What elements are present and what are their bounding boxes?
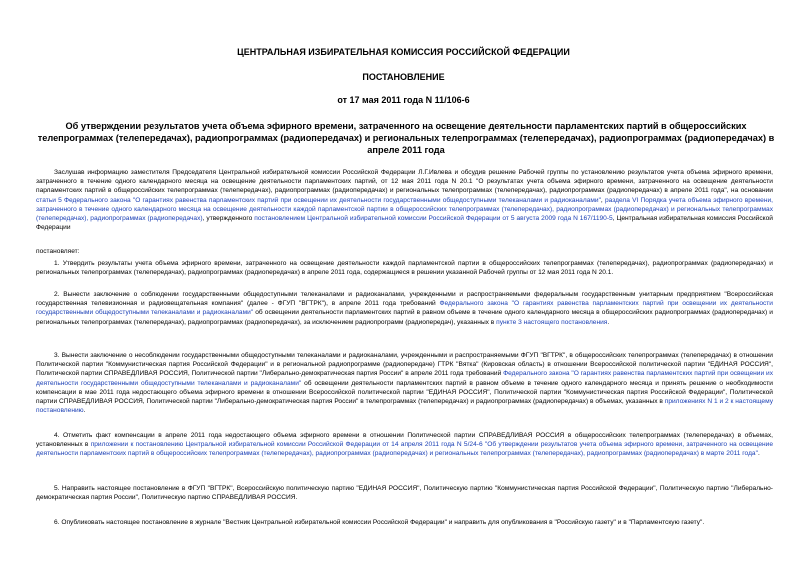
link-appendices[interactable]: приложениях N 1 и 2 к настоящему постановлению [36,398,773,415]
paragraph-2-text-1: 2. Вынести заключение о соблюдении государственными общедоступными телеканалами и радиоканалами, учрежденными и распространяемыми федеральным государственным унитарным предприятием "Всероссийская государственная телевизионная и радиовещательная компания" (далее - ФГУП "ВГТРК"), в апреле 2011 года требований [36,291,773,308]
document-date-number: от 17 мая 2011 года N 11/106-6 [337,95,470,105]
paragraph-4 [36,431,773,459]
paragraph-2-text-3: . [607,318,610,326]
preamble-text-4: , Центральная избирательная комиссия Российской Федерации [36,215,773,232]
paragraph-6: 6. Опубликовать настоящее постановление в журнале "Вестник Центральной избирательной комиссии Российской Федерации" и направить для опубликования в "Российскую газету" и в "Парламентскую газету". [54,519,705,526]
link-law-article-5[interactable]: статьи 5 Федерального закона "О гарантиях равенства парламентских партий при освещении их деятельности государственными общедоступными телеканалами и радиоканалами" [36,196,601,204]
paragraph-1: 1. Утвердить результаты учета объема эфирного времени, затраченного на освещение деятельности каждой парламентской партии в общероссийских телепрограммах (телепередачах), радиопрограммах (радиопередачах) и региональных телепрограммах (телепередачах), радиопрограммах (радиопередачах) в апреле 2011 года, содержащиеся в решении указанной Рабочей группы от 12 мая 2011 года N 20.1. [36,260,773,277]
preamble-text-1: Заслушав информацию заместителя Председателя Центральной избирательной комиссии Российской Федерации Л.Г.Ивлева и обсудив решение Рабочей группы по установлению результатов учета объема эфирного времени, затраченного в течение одного календарного месяца на освещение деятельности парламентских партий, от 12 мая 2011 года N 20.1 "О результатах учета объема эфирного времени, затраченного на освещение деятельности парламентских партий в общероссийских телепрограммах (телепередачах), радиопрограммах (радиопередачах) и региональных телепрограммах (телепередачах), радиопрограммах (радиопередачах) в апреле 2011 года", на основании [36,169,773,195]
paragraph-5: 5. Направить настоящее постановление в ФГУП "ВГТРК", Всероссийскую политическую партию "ЕДИНАЯ РОССИЯ", Политическую партию "Коммунистическая партия Российской Федерации", Политическую партию "Либерально-демократическая партия России", Политическую партию СПРАВЕДЛИВАЯ РОССИЯ. [36,485,773,502]
paragraph-3-text-3: . [83,407,86,415]
link-resolution-2009[interactable]: постановлением Центральной избирательной комиссии Российской Федерации от 5 августа 2009 года N 167/1190-5 [254,215,613,223]
paragraph-2 [36,290,773,327]
issuing-body: ЦЕНТРАЛЬНАЯ ИЗБИРАТЕЛЬНАЯ КОМИССИЯ РОССИЙСКОЙ ФЕДЕРАЦИИ [237,47,570,57]
paragraph-3-text-2: об освещении деятельности парламентских партий в равном объеме в течение одного календарного месяца и принять решение о необходимости компенсации в мае 2011 года недостающего объема эфирного времени в отношении Всероссийской политической партии "ЕДИНАЯ РОССИЯ", Политической партии "Коммунистическая партия Российской Федерации", Политической партии СПРАВЕДЛИВАЯ РОССИЯ, Политической партии "Либерально-демократическая партия России" в телепрограммах (телепередачах) и радиопрограммах (радиопередачах) в объемах, указанных в [36,379,773,406]
link-federal-law-2[interactable]: Федерального закона "О гарантиях равенства парламентских партий при освещении их деятельности государственными общедоступными телеканалами и радиоканалами" [36,370,773,387]
link-point-3[interactable]: пункте 3 настоящего постановления [496,318,608,326]
decree-word: постановляет: [36,248,80,255]
link-federal-law[interactable]: Федерального закона "О гарантиях равенства парламентских партий при освещении их деятельности государственными общедоступными телеканалами и радиоканалами" [36,300,773,317]
preamble-text-3: , утвержденного [202,215,255,223]
paragraph-3 [36,351,773,415]
paragraph-2-text-2: об освещении деятельности парламентских партий в равном объеме в течение одного календарного месяца в общероссийских радиопрограммах (радиопередачах) и региональных телепрограммах (телепередачах), радиопрограммах (радиопередачах), за исключением радиопрограмм (радиопередач), указанных в [36,309,773,326]
link-procedure-section-6[interactable]: раздела VI Порядка учета объема эфирного времени, затраченного в течение одного календарного месяца на освещение деятельности каждой парламентской партии в общероссийских телепрограммах (телепередачах), радиопрограммах (радиопередачах) и региональных телепрограммах (телепередачах), радиопрограммах (радиопередачах) [36,196,773,223]
preamble-paragraph [36,168,773,232]
paragraph-4-text-1: 4. Отметить факт компенсации в апреле 2011 года недостающего объема эфирного времени в отношении Политической партии СПРАВЕДЛИВАЯ РОССИЯ в общероссийских телепрограммах (телепередачах) в объемах, установленных в [36,432,773,449]
document-type: ПОСТАНОВЛЕНИЕ [362,72,445,82]
paragraph-3-text-1: 3. Вынести заключение о несоблюдении государственными общедоступными телеканалами и радиоканалами, учрежденными и распространяемыми ФГУП "ВГТРК", в общероссийских телепрограммах (телепередачах) в отношении Политической партии "Коммунистическая партия Российской Федерации" и в региональной радиопрограмме (радиопередаче) ГТРК "Вятка" (Кировская область) в отношении Всероссийской политической партии "ЕДИНАЯ РОССИЯ", Политической партии СПРАВЕДЛИВАЯ РОССИЯ, Политической партии "Либерально-демократическая партия России" в апреле 2011 года требований [36,352,773,378]
paragraph-4-text-2: . [757,450,760,458]
document-title: Об утверждении результатов учета объема эфирного времени, затраченного на освещение деятельности парламентских партий в общероссийских телепрограммах (телепередачах), радиопрограммах (радиопередачах) и региональных телепрограммах (телепередачах), радиопрограммах (радиопередачах) в апреле 2011 года [37,121,775,155]
link-resolution-april-2011[interactable]: приложении к постановлению Центральной избирательной комиссии Российской Федерации от 14 апреля 2011 года N 5/24-6 "Об утверждении результатов учета объема эфирного времени, затраченного на освещение деятельности парламентских партий в общероссийских телепрограммах (телепередачах), радиопрограммах (радиопередачах) и региональных телепрограммах (телепередачах), радиопрограммах (радиопередачах) в марте 2011 года" [36,441,773,458]
preamble-text-2: , [600,196,605,204]
